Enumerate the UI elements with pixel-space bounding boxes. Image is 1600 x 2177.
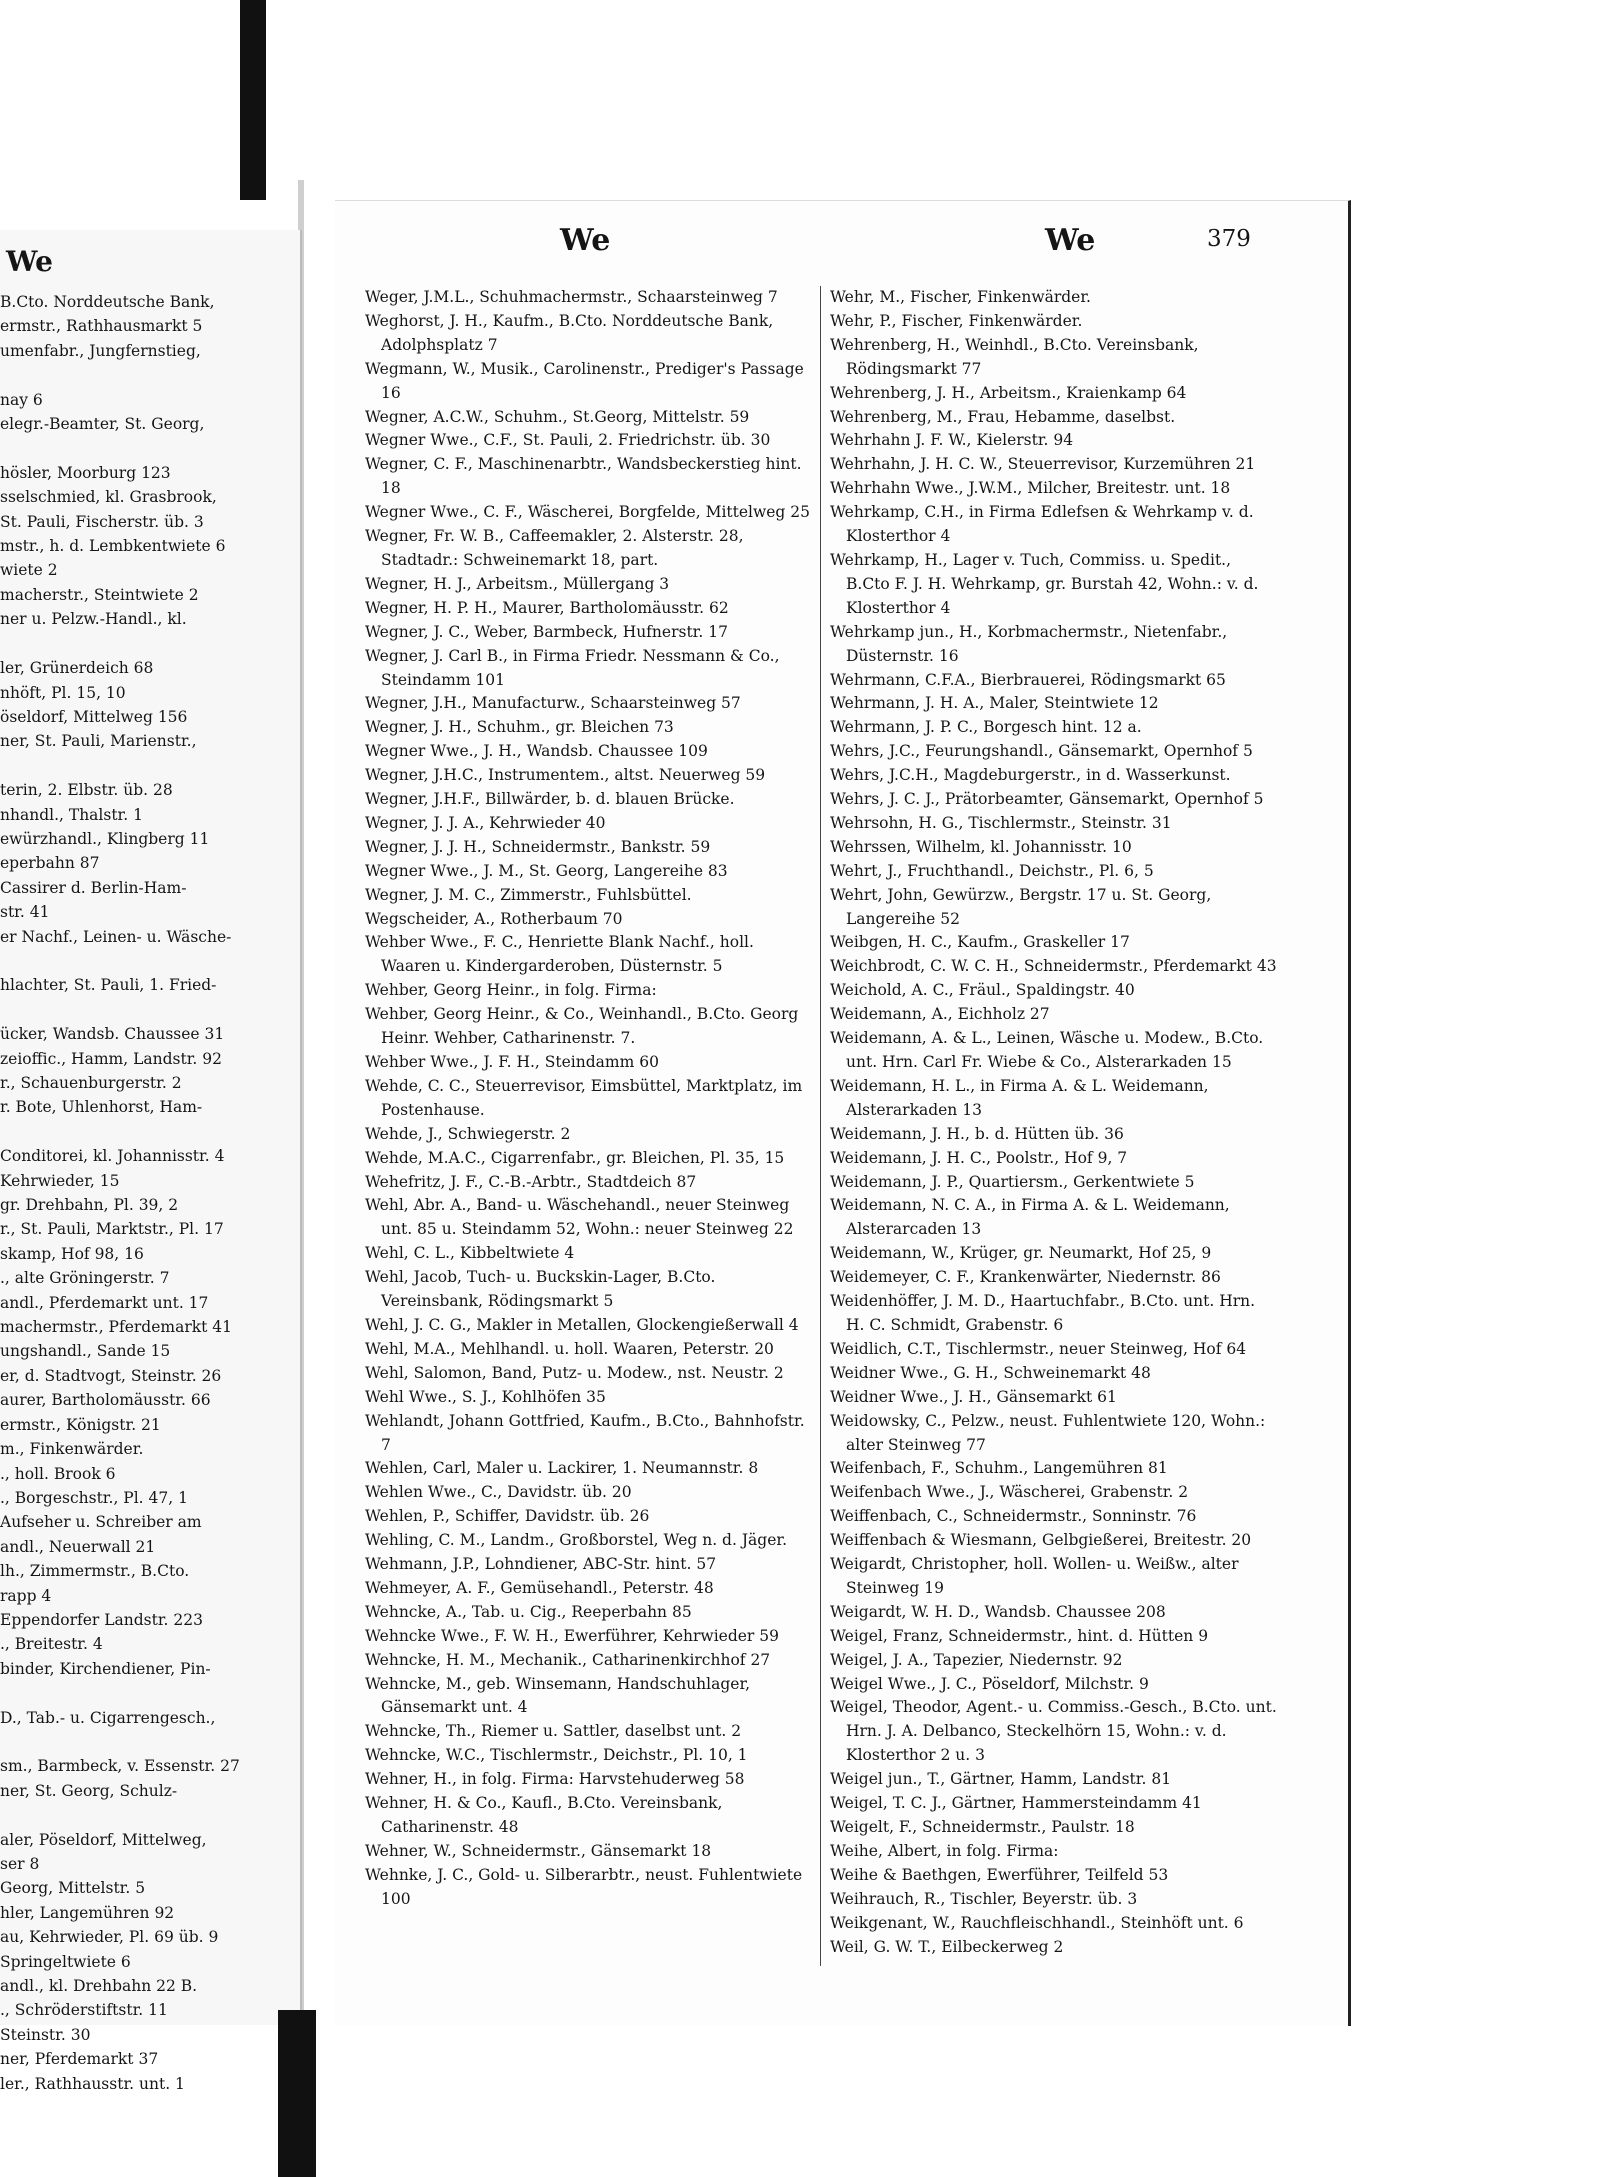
directory-entry: Wehl, J. C. G., Makler in Metallen, Glockengießerwall 4 [365, 1315, 799, 1334]
left-page-line: andl., kl. Drehbahn 22 B. [0, 1977, 198, 1996]
directory-entry: Wehber Wwe., J. F. H., Steindamm 60 [365, 1053, 659, 1071]
directory-entry: Wehrmann, J. H. A., Maler, Steintwiete 12 [830, 694, 1159, 713]
directory-entry: Weidlich, C.T., Tischlermstr., neuer Steinweg, Hof 64 [830, 1339, 1247, 1358]
left-page-line: hlachter, St. Pauli, 1. Fried- [0, 976, 217, 995]
directory-entry: Wehling, C. M., Landm., Großborstel, Weg n. d. Jäger. [365, 1531, 788, 1550]
left-page-line: ner, St. Pauli, Marienstr., [0, 732, 197, 751]
directory-entry: Weidemann, A. & L., Leinen, Wäsche u. Modew., B.Cto. unt. Hrn. Carl Fr. Wiebe & Co., Alsterarkaden 15 [830, 1029, 1264, 1071]
left-page-line: ., Breitestr. 4 [0, 1635, 103, 1654]
directory-entry: Wegner, H. J., Arbeitsm., Müllergang 3 [365, 574, 670, 593]
directory-entry: Wegner, Fr. W. B., Caffeemakler, 2. Alsterstr. 28, Stadtadr.: Schweinemarkt 18, part. [365, 527, 744, 569]
directory-entry: Weigel Wwe., J. C., Pöseldorf, Milchstr. 9 [830, 1674, 1149, 1693]
left-page-line: ermstr., Rathhausmarkt 5 [0, 317, 203, 336]
directory-entry: Weihe, Albert, in folg. Firma: [830, 1841, 1059, 1860]
directory-entry: Weichold, A. C., Fräul., Spaldingstr. 40 [830, 981, 1135, 1000]
directory-entry: Wehrhahn Wwe., J.W.M., Milcher, Breitestr. unt. 18 [830, 479, 1231, 498]
left-page-line [0, 1803, 300, 1827]
left-page-line [0, 632, 300, 656]
left-page-line: zeioffic., Hamm, Landstr. 92 [0, 1049, 222, 1068]
left-page-line: ser 8 [0, 1855, 40, 1873]
left-page-line: r., Schauenburgerstr. 2 [0, 1074, 182, 1092]
directory-entry: Wehrhahn, J. H. C. W., Steuerrevisor, Kurzemühren 21 [830, 455, 1256, 474]
left-page-line: sm., Barmbeck, v. Essenstr. 27 [0, 1757, 240, 1776]
left-page-line: öseldorf, Mittelweg 156 [0, 707, 188, 726]
directory-entry: Wehl, Abr. A., Band- u. Wäschehandl., neuer Steinweg unt. 85 u. Steindamm 52, Wohn.: neuer Steinweg 22 [365, 1196, 794, 1239]
left-page-line: Aufseher u. Schreiber am [0, 1513, 202, 1532]
directory-entry: Wehl Wwe., S. J., Kohlhöfen 35 [365, 1387, 606, 1406]
directory-entry: Wehner, W., Schneidermstr., Gänsemarkt 18 [365, 1841, 712, 1860]
left-page-line: ner, Pferdemarkt 37 [0, 2050, 159, 2069]
directory-entry: Wehber, Georg Heinr., in folg. Firma: [365, 981, 657, 1000]
directory-entry: Wegner, J. C., Weber, Barmbeck, Hufnerstr. 17 [365, 622, 728, 641]
left-page-line: binder, Kirchendiener, Pin- [0, 1659, 211, 1678]
left-page-line: ner u. Pelzw.-Handl., kl. [0, 610, 187, 629]
directory-entry: Weidowsky, C., Pelzw., neust. Fuhlentwiete 120, Wohn.: alter Steinweg 77 [830, 1411, 1266, 1454]
left-page-line: er Nachf., Leinen- u. Wäsche- [0, 927, 232, 946]
directory-entry: Wegner Wwe., J. H., Wandsb. Chaussee 109 [365, 742, 708, 761]
entries-column-right [830, 286, 1278, 1959]
left-page-line: sselschmied, kl. Grasbrook, [0, 488, 217, 507]
directory-entry: Wehncke Wwe., F. W. H., Ewerführer, Kehrwieder 59 [365, 1626, 779, 1645]
directory-entry: Wehlen, Carl, Maler u. Lackirer, 1. Neumannstr. 8 [365, 1459, 759, 1478]
directory-entry: Weidemann, W., Krüger, gr. Neumarkt, Hof 25, 9 [830, 1244, 1212, 1263]
directory-entry: Wehmeyer, A. F., Gemüsehandl., Peterstr. 48 [365, 1578, 714, 1597]
left-page-line: ler., Rathhausstr. unt. 1 [0, 2074, 185, 2093]
left-page-line: Springeltwiete 6 [0, 1952, 131, 1971]
directory-entry: Wehrenberg, H., Weinhdl., B.Cto. Vereinsbank, Rödingsmarkt 77 [830, 335, 1199, 378]
directory-entry: Wehrssen, Wilhelm, kl. Johannisstr. 10 [830, 837, 1132, 856]
directory-entry: Wehl, Jacob, Tuch- u. Buckskin-Lager, B.Cto. Vereinsbank, Rödingsmarkt 5 [365, 1268, 716, 1311]
left-page-line: ., Schröderstiftstr. 11 [0, 2001, 168, 2020]
left-page-line: eperbahn 87 [0, 854, 100, 873]
left-page-line: gr. Drehbahn, Pl. 39, 2 [0, 1196, 179, 1215]
directory-entry: Wehlandt, Johann Gottfried, Kaufm., B.Cto., Bahnhofstr. 7 [365, 1411, 805, 1454]
directory-entry: Wegner, C. F., Maschinenarbtr., Wandsbeckerstieg hint. 18 [365, 455, 802, 498]
directory-entry: Wehde, C. C., Steuerrevisor, Eimsbüttel, Marktplatz, im Postenhause. [365, 1076, 803, 1119]
left-page-line [0, 1120, 300, 1144]
left-page-line: St. Pauli, Fischerstr. üb. 3 [0, 512, 204, 531]
directory-entry: Wehrkamp, C.H., in Firma Edlefsen & Wehrkamp v. d. Klosterthor 4 [830, 503, 1254, 546]
directory-entry: Wegscheider, A., Rotherbaum 70 [365, 909, 623, 928]
left-page-line: nhöft, Pl. 15, 10 [0, 683, 126, 702]
left-page-line: Cassirer d. Berlin-Ham- [0, 878, 187, 897]
directory-entry: Weidemann, H. L., in Firma A. & L. Weidemann, Alsterarkaden 13 [830, 1076, 1209, 1119]
left-page-line: Conditorei, kl. Johannisstr. 4 [0, 1147, 225, 1166]
directory-entry: Wegner Wwe., C.F., St. Pauli, 2. Friedrichstr. üb. 30 [365, 431, 771, 450]
directory-entry: Wehrs, J.C.H., Magdeburgerstr., in d. Wasserkunst. [830, 766, 1231, 785]
left-page-line: terin, 2. Elbstr. üb. 28 [0, 781, 173, 800]
left-page-line: r., St. Pauli, Marktstr., Pl. 17 [0, 1220, 224, 1239]
left-page-line: ücker, Wandsb. Chaussee 31 [0, 1025, 225, 1044]
directory-entry: Wehrhahn J. F. W., Kielerstr. 94 [830, 431, 1074, 450]
column-header-right: We [1045, 223, 1096, 258]
left-page-line: Eppendorfer Landstr. 223 [0, 1610, 203, 1629]
directory-entry: Wehr, P., Fischer, Finkenwärder. [830, 311, 1083, 330]
directory-entry: Wegner, J. J. H., Schneidermstr., Bankstr. 59 [365, 837, 711, 856]
directory-entry: Wehl, M.A., Mehlhandl. u. holl. Waaren, Peterstr. 20 [365, 1339, 774, 1358]
directory-entry: Wegner, J.H., Manufacturw., Schaarsteinweg 57 [365, 694, 741, 713]
left-page-line: m., Finkenwärder. [0, 1440, 144, 1459]
directory-entry: Weidemann, J. H., b. d. Hütten üb. 36 [830, 1124, 1124, 1143]
directory-entry: Wehrs, J.C., Feurungshandl., Gänsemarkt, Opernhof 5 [830, 742, 1253, 761]
left-page-line: Steinstr. 30 [0, 2025, 91, 2044]
directory-entry: Wehncke, Th., Riemer u. Sattler, daselbst unt. 2 [365, 1722, 742, 1741]
directory-entry: Wehlen, P., Schiffer, Davidstr. üb. 26 [365, 1507, 650, 1526]
left-page-line: Kehrwieder, 15 [0, 1171, 120, 1190]
directory-entry: Wehnke, J. C., Gold- u. Silberarbtr., neust. Fuhlentwiete 100 [365, 1865, 803, 1908]
entries-column-left [365, 286, 813, 1912]
directory-entry: Wegner Wwe., J. M., St. Georg, Langereihe 83 [365, 861, 728, 880]
left-page-line: aurer, Bartholomäusstr. 66 [0, 1391, 211, 1410]
left-page-line: andl., Pferdemarkt unt. 17 [0, 1293, 209, 1312]
directory-entry: Weibgen, H. C., Kaufm., Graskeller 17 [830, 933, 1130, 952]
directory-entry: Wegner, J. M. C., Zimmerstr., Fuhlsbüttel. [365, 885, 692, 904]
directory-entry: Wegner, J. Carl B., in Firma Friedr. Nessmann & Co., Steindamm 101 [365, 646, 780, 689]
book-spine-top [240, 0, 266, 200]
left-page-line: hler, Langemühren 92 [0, 1903, 175, 1922]
left-page-line: au, Kehrwieder, Pl. 69 üb. 9 [0, 1928, 219, 1947]
left-page-line: nhandl., Thalstr. 1 [0, 805, 143, 824]
directory-entry: Weihrauch, R., Tischler, Beyerstr. üb. 3 [830, 1889, 1138, 1908]
directory-entry: Wegner, A.C.W., Schuhm., St.Georg, Mittelstr. 59 [365, 407, 750, 426]
left-page-line: macherstr., Steintwiete 2 [0, 585, 199, 604]
column-header-left: We [560, 223, 611, 258]
directory-entry: Wehl, Salomon, Band, Putz- u. Modew., nst. Neustr. 2 [365, 1363, 784, 1382]
left-page-line: andl., Neuerwall 21 [0, 1537, 156, 1556]
directory-entry: Weigel, J. A., Tapezier, Niedernstr. 92 [830, 1650, 1123, 1669]
directory-entry: Wehrsohn, H. G., Tischlermstr., Steinstr. 31 [830, 813, 1172, 832]
book-spine-bottom [278, 2010, 316, 2177]
directory-page [335, 200, 1351, 2026]
directory-entry: Weidner Wwe., J. H., Gänsemarkt 61 [830, 1387, 1117, 1406]
left-page-line: lh., Zimmermstr., B.Cto. [0, 1562, 190, 1581]
left-page-line [0, 1681, 300, 1705]
left-page-line: ewürzhandl., Klingberg 11 [0, 829, 210, 848]
directory-entry: Wehrt, J., Fruchthandl., Deichstr., Pl. 6, 5 [830, 861, 1154, 880]
left-page-line: ., alte Gröningerstr. 7 [0, 1269, 170, 1288]
left-page-line: hösler, Moorburg 123 [0, 463, 171, 482]
page-number: 379 [1207, 226, 1251, 252]
directory-entry: Wehde, J., Schwiegerstr. 2 [365, 1124, 571, 1143]
directory-entry: Weger, J.M.L., Schuhmachermstr., Schaarsteinweg 7 [365, 288, 778, 306]
directory-entry: Wehner, H., in folg. Firma: Harvstehuderweg 58 [365, 1770, 745, 1789]
left-page-line: aler, Pöseldorf, Mittelweg, [0, 1830, 207, 1849]
left-page-line: mstr., h. d. Lembkentwiete 6 [0, 537, 226, 556]
directory-entry: Weidemeyer, C. F., Krankenwärter, Niedernstr. 86 [830, 1268, 1221, 1287]
column-divider [820, 286, 821, 1966]
directory-entry: Weifenbach, F., Schuhm., Langemühren 81 [830, 1459, 1168, 1478]
left-page-line: Georg, Mittelstr. 5 [0, 1879, 146, 1898]
directory-entry: Weidemann, J. H. C., Poolstr., Hof 9, 7 [830, 1148, 1128, 1167]
directory-entry: Weiffenbach & Wiesmann, Gelbgießerei, Breitestr. 20 [830, 1531, 1252, 1550]
left-page-line: skamp, Hof 98, 16 [0, 1244, 144, 1263]
left-page-line: B.Cto. Norddeutsche Bank, [0, 293, 215, 311]
left-page-line: ner, St. Georg, Schulz- [0, 1781, 178, 1800]
left-page-line [0, 363, 300, 387]
left-page-line: D., Tab.- u. Cigarrengesch., [0, 1708, 216, 1727]
directory-entry: Weichbrodt, C. W. C. H., Schneidermstr., Pferdemarkt 43 [830, 957, 1277, 976]
directory-entry: Wehrkamp, H., Lager v. Tuch, Commiss. u. Spedit., B.Cto F. J. H. Wehrkamp, gr. Burstah 42, Wohn.: v. d. Klosterthor 4 [830, 550, 1259, 617]
left-page-line: str. 41 [0, 903, 50, 922]
directory-entry: Weidemann, N. C. A., in Firma A. & L. Weidemann, Alsterarcaden 13 [830, 1196, 1230, 1239]
directory-entry: Wegner, J. J. A., Kehrwieder 40 [365, 813, 606, 832]
left-page-line [0, 998, 300, 1022]
directory-entry: Wehrkamp jun., H., Korbmachermstr., Nietenfabr., Düsternstr. 16 [830, 622, 1228, 665]
left-page-line: ler, Grünerdeich 68 [0, 659, 154, 678]
directory-entry: Wehrenberg, J. H., Arbeitsm., Kraienkamp 64 [830, 383, 1187, 402]
directory-entry: Wehrenberg, M., Frau, Hebamme, daselbst. [830, 407, 1176, 426]
directory-entry: Wegner, J.H.F., Billwärder, b. d. blauen Brücke. [365, 790, 735, 809]
directory-entry: Weigel jun., T., Gärtner, Hamm, Landstr. 81 [830, 1770, 1172, 1789]
directory-entry: Wehlen Wwe., C., Davidstr. üb. 20 [365, 1483, 632, 1502]
left-page-line: rapp 4 [0, 1586, 52, 1605]
left-page-line [0, 754, 300, 778]
directory-entry: Wehber Wwe., F. C., Henriette Blank Nachf., holl. Waaren u. Kindergarderoben, Düsternstr. 5 [365, 933, 754, 976]
directory-entry: Wegner, J. H., Schuhm., gr. Bleichen 73 [365, 718, 674, 737]
directory-entry: Weidenhöffer, J. M. D., Haartuchfabr., B.Cto. unt. Hrn. H. C. Schmidt, Grabenstr. 6 [830, 1292, 1256, 1334]
directory-entry: Wehner, H. & Co., Kaufl., B.Cto. Vereinsbank, Catharinenstr. 48 [365, 1794, 723, 1836]
left-page-line: er, d. Stadtvogt, Steinstr. 26 [0, 1366, 222, 1385]
directory-entry: Wehncke, H. M., Mechanik., Catharinenkirchhof 27 [365, 1650, 771, 1669]
directory-entry: Wehmann, J.P., Lohndiener, ABC-Str. hint. 57 [365, 1555, 717, 1574]
left-page-line: elegr.-Beamter, St. Georg, [0, 415, 205, 434]
left-page-line: nay 6 [0, 390, 43, 409]
left-page-line: r. Bote, Uhlenhorst, Ham- [0, 1098, 203, 1117]
directory-entry: Weigel, Theodor, Agent.- u. Commiss.-Gesch., B.Cto. unt. Hrn. J. A. Delbanco, Steckelhörn 15, Wohn.: v. d. Klosterthor 2 u. 3 [830, 1698, 1277, 1765]
directory-entry: Wehrmann, C.F.A., Bierbrauerei, Rödingsmarkt 65 [830, 670, 1226, 689]
directory-entry: Wehr, M., Fischer, Finkenwärder. [830, 288, 1091, 306]
directory-entry: Weil, G. W. T., Eilbeckerweg 2 [830, 1937, 1064, 1956]
directory-entry: Wehefritz, J. F., C.-B.-Arbtr., Stadtdeich 87 [365, 1172, 697, 1191]
directory-entry: Weiffenbach, C., Schneidermstr., Sonninstr. 76 [830, 1507, 1197, 1526]
directory-entry: Weigel, T. C. J., Gärtner, Hammersteindamm 41 [830, 1794, 1202, 1813]
directory-entry: Wegner Wwe., C. F., Wäscherei, Borgfelde, Mittelweg 25 [365, 503, 810, 522]
directory-entry: Wehde, M.A.C., Cigarrenfabr., gr. Bleichen, Pl. 35, 15 [365, 1148, 785, 1167]
left-page-line [0, 1730, 300, 1754]
directory-entry: Wehncke, A., Tab. u. Cig., Reeperbahn 85 [365, 1602, 692, 1621]
directory-entry: Wehncke, M., geb. Winsemann, Handschuhlager, Gänsemarkt unt. 4 [365, 1674, 751, 1717]
directory-entry: Wehrmann, J. P. C., Borgesch hint. 12 a. [830, 718, 1142, 737]
directory-entry: Weigelt, F., Schneidermstr., Paulstr. 18 [830, 1818, 1135, 1836]
directory-entry: Weifenbach Wwe., J., Wäscherei, Grabenstr. 2 [830, 1483, 1189, 1502]
left-page-line [0, 436, 300, 460]
directory-entry: Wehrs, J. C. J., Prätorbeamter, Gänsemarkt, Opernhof 5 [830, 790, 1264, 809]
left-page-line: wiete 2 [0, 561, 58, 580]
left-page-line: ungshandl., Sande 15 [0, 1342, 171, 1361]
left-page-header: We [6, 245, 53, 278]
directory-entry: Wehl, C. L., Kibbeltwiete 4 [365, 1244, 575, 1263]
directory-entry: Wegner, J.H.C., Instrumentem., altst. Neuerweg 59 [365, 766, 766, 785]
directory-entry: Wehncke, W.C., Tischlermstr., Deichstr., Pl. 10, 1 [365, 1746, 748, 1765]
directory-entry: Weidemann, J. P., Quartiersm., Gerkentwiete 5 [830, 1172, 1195, 1191]
left-page-line [0, 949, 300, 973]
directory-entry: Weigel, Franz, Schneidermstr., hint. d. Hütten 9 [830, 1626, 1209, 1645]
directory-entry: Weidemann, A., Eichholz 27 [830, 1005, 1050, 1024]
left-page-line: ., Borgeschstr., Pl. 47, 1 [0, 1488, 188, 1507]
left-page-line: ermstr., Königstr. 21 [0, 1415, 161, 1434]
left-page-text [0, 290, 300, 2096]
directory-entry: Weidner Wwe., G. H., Schweinemarkt 48 [830, 1363, 1151, 1382]
left-page-line: ., holl. Brook 6 [0, 1464, 116, 1483]
directory-entry: Weikgenant, W., Rauchfleischhandl., Steinhöft unt. 6 [830, 1913, 1244, 1932]
directory-entry: Wehrt, John, Gewürzw., Bergstr. 17 u. St. Georg, Langereihe 52 [830, 885, 1212, 928]
directory-entry: Weigardt, W. H. D., Wandsb. Chaussee 208 [830, 1602, 1166, 1621]
left-page-line: machermstr., Pferdemarkt 41 [0, 1318, 233, 1337]
left-page-line: umenfabr., Jungfernstieg, [0, 341, 201, 360]
directory-entry: Weigardt, Christopher, holl. Wollen- u. Weißw., alter Steinweg 19 [830, 1555, 1239, 1597]
left-page [0, 230, 302, 2093]
directory-entry: Weghorst, J. H., Kaufm., B.Cto. Norddeutsche Bank, Adolphsplatz 7 [365, 311, 774, 354]
directory-entry: Wegmann, W., Musik., Carolinenstr., Prediger's Passage 16 [365, 359, 804, 402]
directory-entry: Wehber, Georg Heinr., & Co., Weinhandl., B.Cto. Georg Heinr. Wehber, Catharinenstr. 7. [365, 1005, 799, 1048]
directory-entry: Wegner, H. P. H., Maurer, Bartholomäusstr. 62 [365, 598, 729, 617]
directory-entry: Weihe & Baethgen, Ewerführer, Teilfeld 53 [830, 1865, 1169, 1884]
